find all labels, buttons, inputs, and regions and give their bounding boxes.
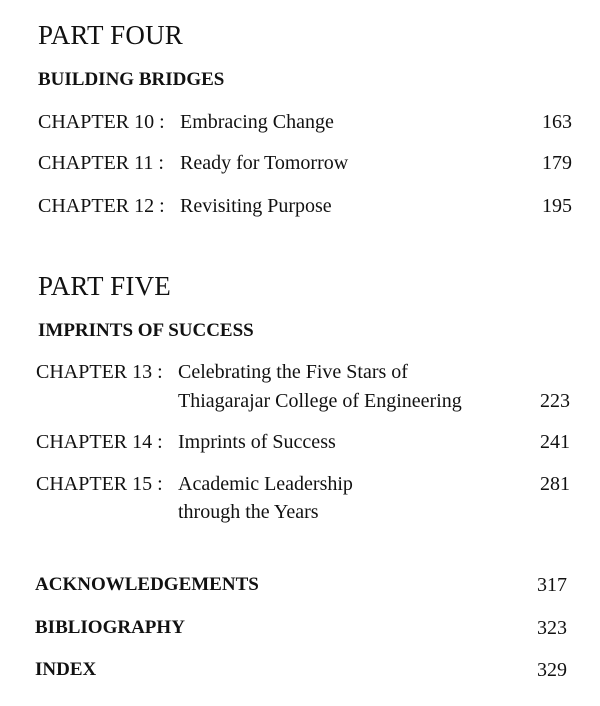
index-page: 329 (537, 659, 567, 681)
chapter-10-label: CHAPTER 10 : (38, 111, 165, 133)
index-title: INDEX (35, 659, 97, 680)
chapter-13-title-line2: Thiagarajar College of Engineering (178, 390, 462, 412)
chapter-15-page: 281 (540, 473, 570, 495)
chapter-14-title: Imprints of Success (178, 431, 336, 453)
chapter-15-label: CHAPTER 15 : (36, 473, 163, 495)
chapter-13-title-line1: Celebrating the Five Stars of (178, 361, 408, 383)
part-five-heading: PART FIVE (38, 271, 171, 301)
part-four-section-title: BUILDING BRIDGES (38, 69, 225, 90)
acknowledgements-page: 317 (537, 574, 567, 596)
chapter-12-page: 195 (542, 195, 572, 217)
part-five-section-title: IMPRINTS OF SUCCESS (38, 320, 254, 341)
chapter-13-label: CHAPTER 13 : (36, 361, 163, 383)
chapter-14-label: CHAPTER 14 : (36, 431, 163, 453)
chapter-12-title: Revisiting Purpose (180, 195, 332, 217)
chapter-13-page: 223 (540, 390, 570, 412)
bibliography-page: 323 (537, 617, 567, 639)
chapter-10-title: Embracing Change (180, 111, 334, 133)
bibliography-title: BIBLIOGRAPHY (35, 617, 185, 638)
chapter-15-title-line1: Academic Leadership (178, 473, 353, 495)
chapter-15-title-line2: through the Years (178, 501, 319, 523)
acknowledgements-title: ACKNOWLEDGEMENTS (35, 574, 259, 595)
chapter-14-page: 241 (540, 431, 570, 453)
chapter-11-page: 179 (542, 152, 572, 174)
chapter-11-title: Ready for Tomorrow (180, 152, 349, 174)
chapter-10-page: 163 (542, 111, 572, 133)
part-four-heading: PART FOUR (38, 20, 184, 50)
chapter-12-label: CHAPTER 12 : (38, 195, 165, 217)
chapter-11-label: CHAPTER 11 : (38, 152, 164, 174)
